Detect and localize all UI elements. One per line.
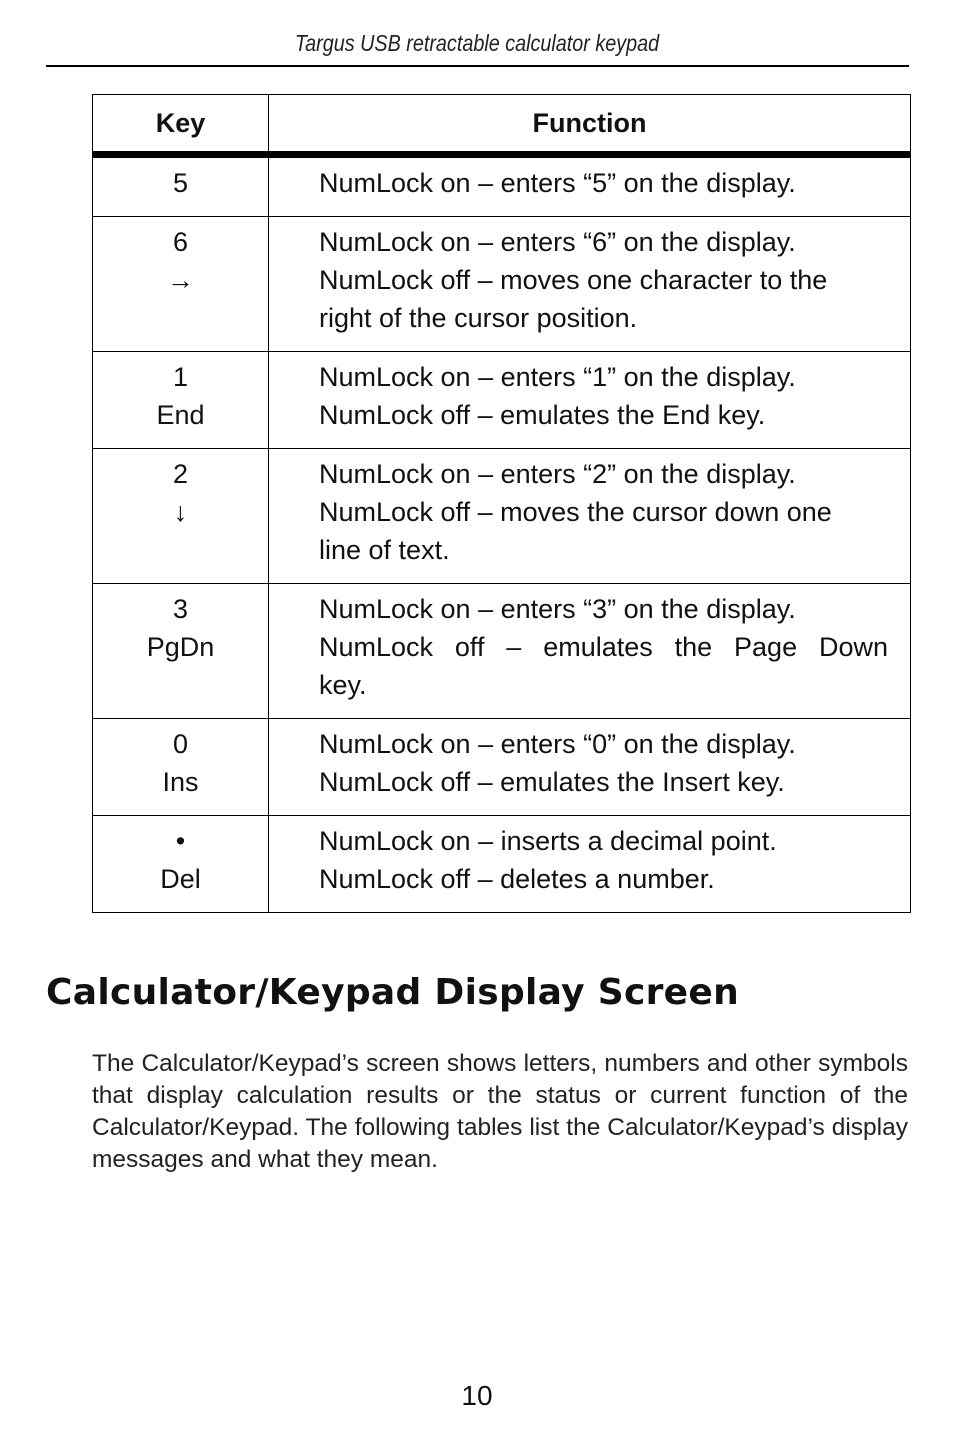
key-label: PgDn [146, 632, 215, 662]
key-label: 5 [172, 168, 189, 198]
function-text: NumLock on – inserts a decimal point. [319, 826, 777, 856]
function-text: key. [319, 670, 367, 700]
function-text: NumLock off – emulates the Page Down [319, 632, 888, 662]
function-text: line of text. [319, 535, 450, 565]
key-label: Del [160, 864, 201, 894]
function-text: NumLock off – deletes a number. [319, 864, 715, 894]
table-row [93, 155, 911, 217]
key-cell [93, 719, 269, 816]
page-number: 10 [461, 1380, 493, 1411]
function-text: NumLock on – enters “2” on the display. [319, 459, 796, 489]
function-text: NumLock on – enters “0” on the display. [319, 729, 796, 759]
function-text: right of the cursor position. [319, 303, 638, 333]
key-label: 1 [172, 362, 189, 392]
right-arrow-icon: → [167, 265, 194, 295]
function-text: NumLock off – emulates the Insert key. [319, 767, 785, 797]
section-body: The Calculator/Keypad’s screen shows letters, numbers and other symbols that display calculation results or the status or current function of the Calculator/Keypad. The following tables list the Calculator/Keypad’s display messages and what they mean. [92, 1050, 908, 1173]
key-function-table [92, 94, 911, 913]
key-cell [93, 155, 269, 217]
key-label: Ins [162, 767, 199, 797]
function-text: NumLock on – enters “6” on the display. [319, 227, 796, 257]
table-row [93, 584, 911, 719]
function-cell [269, 719, 911, 816]
key-label: 0 [172, 729, 189, 759]
key-cell [93, 217, 269, 352]
down-arrow-icon: ↓ [173, 497, 188, 527]
key-cell [93, 449, 269, 584]
function-cell [269, 816, 911, 913]
key-label: End [156, 400, 205, 430]
key-column-header: Key [93, 95, 269, 155]
key-label: 6 [172, 227, 189, 257]
function-text: NumLock on – enters “3” on the display. [319, 594, 796, 624]
table-row [93, 449, 911, 584]
function-text: NumLock off – moves the cursor down one [319, 497, 832, 527]
key-cell [93, 584, 269, 719]
running-head: Targus USB retractable calculator keypad [294, 30, 660, 56]
function-text: NumLock off – emulates the End key. [319, 400, 766, 430]
key-cell [93, 352, 269, 449]
function-cell [269, 217, 911, 352]
function-text: NumLock on – enters “1” on the display. [319, 362, 796, 392]
bullet-icon: • [175, 826, 186, 856]
key-label: 3 [172, 594, 189, 624]
section-title: Calculator/Keypad Display Screen [46, 972, 740, 1013]
function-cell [269, 155, 911, 217]
header-rule [46, 65, 909, 67]
table-row [93, 217, 911, 352]
table-header-row [93, 95, 911, 155]
key-cell [93, 816, 269, 913]
function-column-header: Function [269, 95, 911, 155]
function-text: NumLock on – enters “5” on the display. [319, 168, 796, 198]
function-cell [269, 584, 911, 719]
function-cell [269, 352, 911, 449]
table-row [93, 352, 911, 449]
key-label: 2 [172, 459, 189, 489]
table-row [93, 719, 911, 816]
table-row [93, 816, 911, 913]
function-text: NumLock off – moves one character to the [319, 265, 828, 295]
function-cell [269, 449, 911, 584]
